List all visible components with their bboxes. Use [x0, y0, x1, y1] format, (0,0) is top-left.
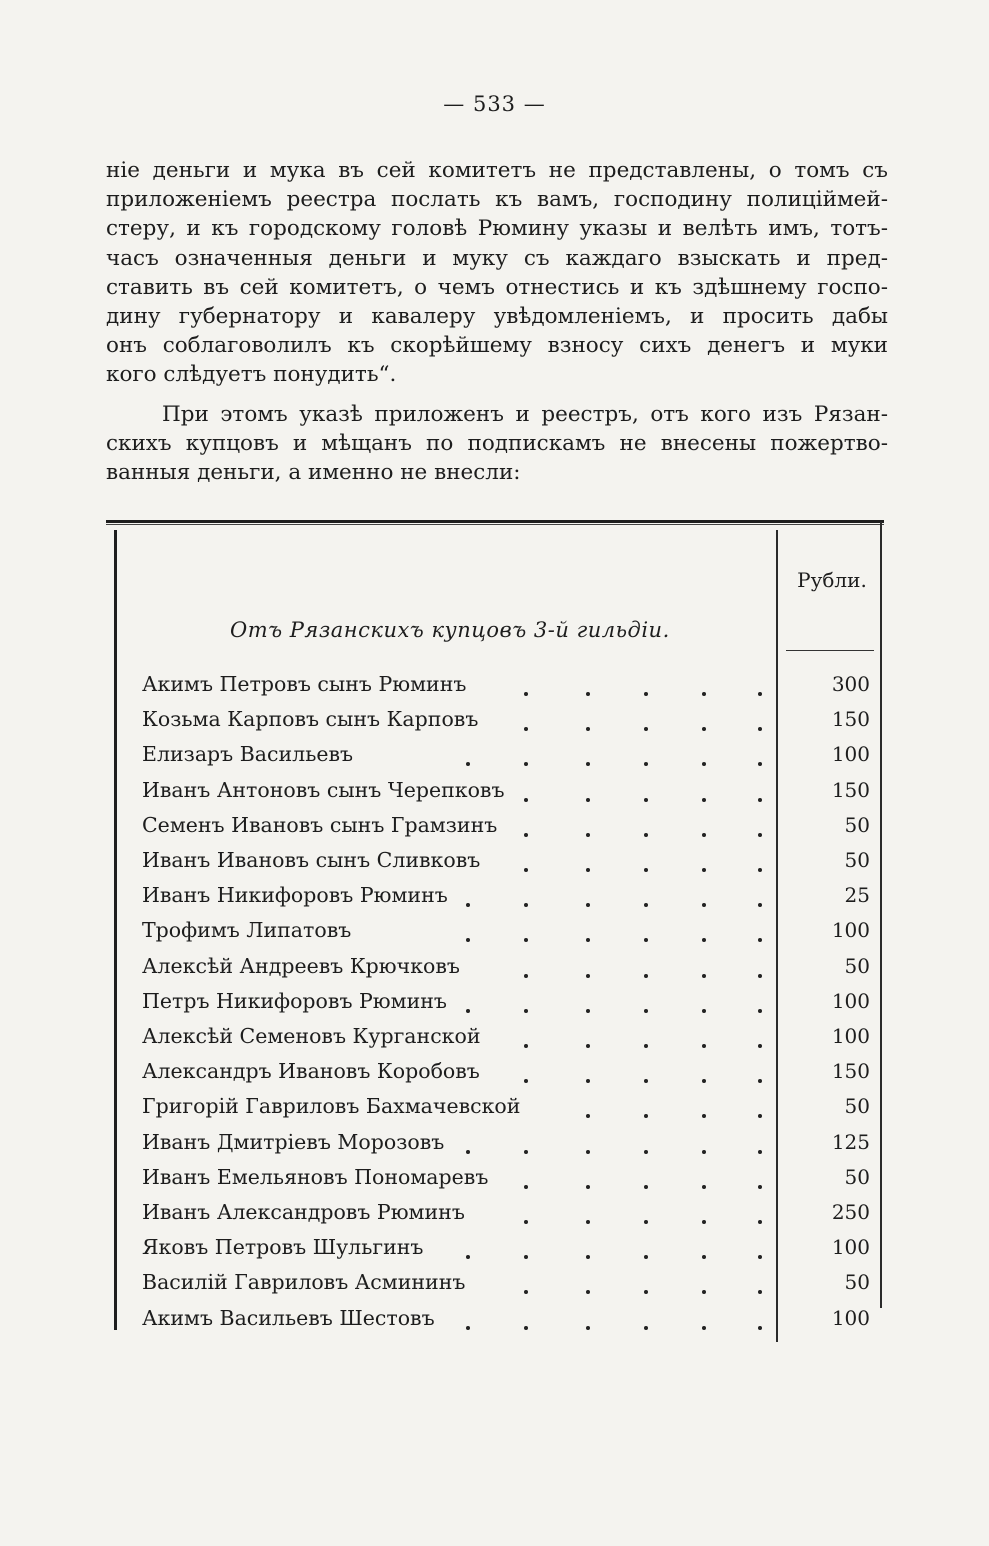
amount-value: 50 — [844, 1164, 870, 1189]
leader-dot — [524, 868, 528, 872]
leader-dot — [644, 1150, 648, 1154]
leader-dot — [758, 762, 762, 766]
leader-dots — [142, 1059, 774, 1089]
leader-dot — [586, 1150, 590, 1154]
leader-dot — [702, 1009, 706, 1013]
leader-dot — [702, 938, 706, 942]
table-row — [142, 1165, 882, 1200]
leader-dot — [524, 1185, 528, 1189]
leader-dot — [586, 798, 590, 802]
text-line: При этомъ указѣ приложенъ и реестръ, отъ кого изъ Рязан- — [162, 402, 888, 427]
leader-dot — [524, 903, 528, 907]
table-row — [142, 989, 882, 1024]
merchant-name: Александръ Ивановъ Коробовъ — [142, 1059, 480, 1084]
leader-dot — [524, 1290, 528, 1294]
merchant-name: Алексѣй Андреевъ Крючковъ — [142, 953, 460, 978]
leader-dot — [586, 727, 590, 731]
leader-dot — [758, 727, 762, 731]
merchant-name: Иванъ Ивановъ сынъ Сливковъ — [142, 848, 481, 872]
table-row — [142, 1270, 882, 1305]
leader-dot — [758, 798, 762, 802]
leader-dot — [586, 974, 590, 978]
merchant-name: Иванъ Александровъ Рюминъ — [142, 1200, 465, 1224]
leader-dots — [142, 1130, 774, 1160]
table-top-rule — [106, 520, 884, 523]
amount-value: 50 — [844, 1094, 870, 1119]
leader-dot — [644, 1079, 648, 1083]
leader-dot — [524, 1150, 528, 1154]
merchant-name: Козьма Карповъ сынъ Карповъ — [142, 707, 479, 732]
table-row — [142, 1306, 882, 1341]
leader-dot — [702, 868, 706, 872]
leader-dot — [586, 1185, 590, 1189]
amount-value: 100 — [831, 1305, 870, 1330]
paragraph-2 — [106, 400, 888, 488]
leader-dot — [758, 1326, 762, 1330]
leader-dot — [644, 833, 648, 837]
text-line: дину губернатору и кавалеру увѣдомленіемъ, и просить дабы — [106, 303, 888, 329]
leader-dot — [644, 1220, 648, 1224]
table-row — [142, 1094, 882, 1129]
leader-dots — [142, 672, 774, 702]
leader-dot — [524, 1079, 528, 1083]
merchant-name: Акимъ Петровъ сынъ Рюминъ — [142, 672, 467, 696]
leader-dot — [702, 1150, 706, 1154]
leader-dot — [644, 1255, 648, 1259]
table-row — [142, 1024, 882, 1059]
leader-dots — [142, 848, 774, 878]
leader-dot — [524, 938, 528, 942]
leader-dot — [644, 903, 648, 907]
leader-dot — [758, 938, 762, 942]
amount-value: 50 — [844, 953, 870, 978]
leader-dot — [758, 1114, 762, 1118]
leader-dot — [644, 1114, 648, 1118]
table-left-rule — [114, 530, 117, 1330]
leader-dot — [586, 833, 590, 837]
amount-value: 150 — [831, 707, 870, 732]
merchant-name: Григорій Гавриловъ Бахмачевской — [142, 1094, 521, 1119]
leader-dot — [466, 1150, 470, 1154]
leader-dot — [702, 1290, 706, 1294]
amount-value: 100 — [831, 1024, 870, 1048]
text-line: кого слѣдуетъ понудить“. — [106, 362, 397, 388]
leader-dots — [142, 1270, 774, 1300]
leader-dot — [702, 833, 706, 837]
leader-dot — [524, 1326, 528, 1330]
leader-dots — [142, 1094, 774, 1124]
leader-dot — [586, 903, 590, 907]
leader-dot — [586, 1044, 590, 1048]
leader-dot — [524, 833, 528, 837]
text-line: часъ означенныя деньги и муку съ каждаго взыскать и пред- — [106, 245, 888, 271]
leader-dot — [586, 1290, 590, 1294]
leader-dot — [702, 1255, 706, 1259]
amount-value: 50 — [844, 1270, 870, 1295]
leader-dot — [758, 868, 762, 872]
leader-dot — [702, 974, 706, 978]
table-row — [142, 707, 882, 742]
leader-dot — [466, 1009, 470, 1013]
table-top-rule-thin — [106, 524, 884, 525]
leader-dot — [702, 1220, 706, 1224]
leader-dot — [758, 903, 762, 907]
leader-dots — [142, 883, 774, 913]
table-row — [142, 1235, 882, 1270]
table-row — [142, 954, 882, 989]
leader-dot — [702, 903, 706, 907]
leader-dot — [466, 903, 470, 907]
leader-dot — [644, 974, 648, 978]
leader-dot — [524, 692, 528, 696]
leader-dots — [142, 1200, 774, 1230]
leader-dots — [142, 742, 774, 772]
leader-dots — [142, 989, 774, 1019]
leader-dot — [524, 1044, 528, 1048]
leader-dot — [524, 1255, 528, 1259]
amount-value: 100 — [831, 742, 870, 767]
leader-dot — [644, 1290, 648, 1294]
leader-dot — [466, 938, 470, 942]
leader-dot — [524, 1220, 528, 1224]
amount-value: 125 — [831, 1129, 870, 1154]
merchant-name: Иванъ Дмитріевъ Морозовъ — [142, 1129, 445, 1154]
amount-value: 150 — [831, 777, 870, 802]
amount-header-rule — [786, 650, 874, 651]
leader-dot — [586, 762, 590, 766]
leader-dot — [644, 692, 648, 696]
table-row — [142, 1130, 882, 1165]
merchant-name: Елизаръ Васильевъ — [142, 742, 354, 767]
text-line: онъ соблаговолилъ къ скорѣйшему взносу сихъ денегъ и муки — [106, 333, 888, 359]
leader-dot — [644, 1044, 648, 1048]
leader-dots — [142, 1024, 774, 1054]
leader-dot — [524, 762, 528, 766]
leader-dot — [644, 1185, 648, 1189]
text-line: стеру, и къ городскому головѣ Рюмину указы и велѣть имъ, тотъ- — [106, 216, 888, 242]
merchant-name: Петръ Никифоровъ Рюминъ — [142, 988, 447, 1013]
merchant-name: Акимъ Васильевъ Шестовъ — [142, 1305, 435, 1330]
leader-dot — [702, 1114, 706, 1118]
leader-dots — [142, 1235, 774, 1265]
text-line: скихъ купцовъ и мѣщанъ по подпискамъ не внесены пожертво- — [106, 431, 888, 457]
leader-dots — [142, 954, 774, 984]
leader-dot — [586, 692, 590, 696]
leader-dot — [644, 727, 648, 731]
text-line: приложеніемъ реестра послать къ вамъ, господину полиціймей- — [106, 187, 888, 213]
leader-dots — [142, 707, 774, 737]
leader-dots — [142, 813, 774, 843]
merchant-name: Семенъ Ивановъ сынъ Грамзинъ — [142, 812, 498, 837]
leader-dot — [758, 1185, 762, 1189]
amount-value: 100 — [831, 1235, 870, 1260]
leader-dots — [142, 918, 774, 948]
leader-dot — [702, 762, 706, 766]
leader-dot — [758, 1044, 762, 1048]
table-row — [142, 883, 882, 918]
leader-dot — [586, 1255, 590, 1259]
leader-dots — [142, 778, 774, 808]
merchant-name: Алексѣй Семеновъ Курганской — [142, 1024, 481, 1048]
leader-dot — [758, 692, 762, 696]
leader-dot — [466, 1255, 470, 1259]
leader-dot — [702, 1079, 706, 1083]
leader-dot — [758, 1009, 762, 1013]
leader-dot — [644, 938, 648, 942]
text-line: ставить въ сей комитетъ, о чемъ отнестись и къ здѣшнему госпо- — [106, 274, 888, 300]
leader-dot — [586, 1079, 590, 1083]
amount-value: 100 — [831, 918, 870, 943]
paragraph-1 — [106, 156, 888, 390]
leader-dot — [644, 1009, 648, 1013]
leader-dot — [524, 727, 528, 731]
merchant-name: Иванъ Никифоровъ Рюминъ — [142, 883, 448, 908]
leader-dot — [758, 974, 762, 978]
merchant-name: Василій Гавриловъ Асмининъ — [142, 1270, 466, 1295]
amount-value: 300 — [831, 672, 870, 696]
amount-value: 150 — [831, 1059, 870, 1084]
merchant-name: Трофимъ Липатовъ — [142, 918, 352, 943]
leader-dot — [586, 1326, 590, 1330]
text-line: ніе деньги и мука въ сей комитетъ не представлены, о томъ съ — [106, 158, 888, 183]
amount-value: 100 — [831, 988, 870, 1013]
leader-dot — [702, 692, 706, 696]
leader-dot — [644, 762, 648, 766]
leader-dot — [644, 798, 648, 802]
leader-dot — [524, 1009, 528, 1013]
leader-dot — [702, 727, 706, 731]
table-row — [142, 918, 882, 953]
leader-dots — [142, 1165, 774, 1195]
leader-dot — [466, 762, 470, 766]
leader-dot — [758, 1150, 762, 1154]
leader-dot — [702, 798, 706, 802]
leader-dot — [524, 798, 528, 802]
leader-dot — [586, 1114, 590, 1118]
leader-dot — [702, 1185, 706, 1189]
leader-dot — [586, 868, 590, 872]
amount-value: 250 — [831, 1200, 870, 1224]
leader-dot — [758, 1290, 762, 1294]
amount-column-header: Рубли. — [797, 568, 867, 592]
leader-dot — [758, 1220, 762, 1224]
merchant-name: Иванъ Антоновъ сынъ Черепковъ — [142, 777, 505, 802]
table-row — [142, 672, 882, 707]
amount-value: 50 — [844, 812, 870, 837]
leader-dot — [466, 1326, 470, 1330]
merchant-name: Яковъ Петровъ Шульгинъ — [142, 1235, 424, 1260]
table-row — [142, 848, 882, 883]
text-line: ванныя деньги, а именно не внесли: — [106, 460, 521, 486]
leader-dot — [758, 1079, 762, 1083]
leader-dots — [142, 1306, 774, 1336]
page-number: — 533 — — [443, 92, 546, 116]
leader-dot — [758, 1255, 762, 1259]
table-row — [142, 1200, 882, 1235]
leader-dot — [586, 938, 590, 942]
leader-dot — [758, 833, 762, 837]
merchant-name: Иванъ Емельяновъ Пономаревъ — [142, 1164, 489, 1189]
table-row — [142, 742, 882, 777]
amount-value: 50 — [844, 848, 870, 872]
leader-dot — [644, 868, 648, 872]
leader-dot — [524, 974, 528, 978]
section-title: Отъ Рязанскихъ купцовъ 3-й гильдіи. — [230, 618, 670, 642]
table-row — [142, 813, 882, 848]
table-row — [142, 1059, 882, 1094]
leader-dot — [644, 1326, 648, 1330]
table-row — [142, 778, 882, 813]
leader-dot — [702, 1044, 706, 1048]
leader-dot — [586, 1220, 590, 1224]
leader-dot — [702, 1326, 706, 1330]
amount-value: 25 — [844, 883, 870, 908]
leader-dot — [586, 1009, 590, 1013]
